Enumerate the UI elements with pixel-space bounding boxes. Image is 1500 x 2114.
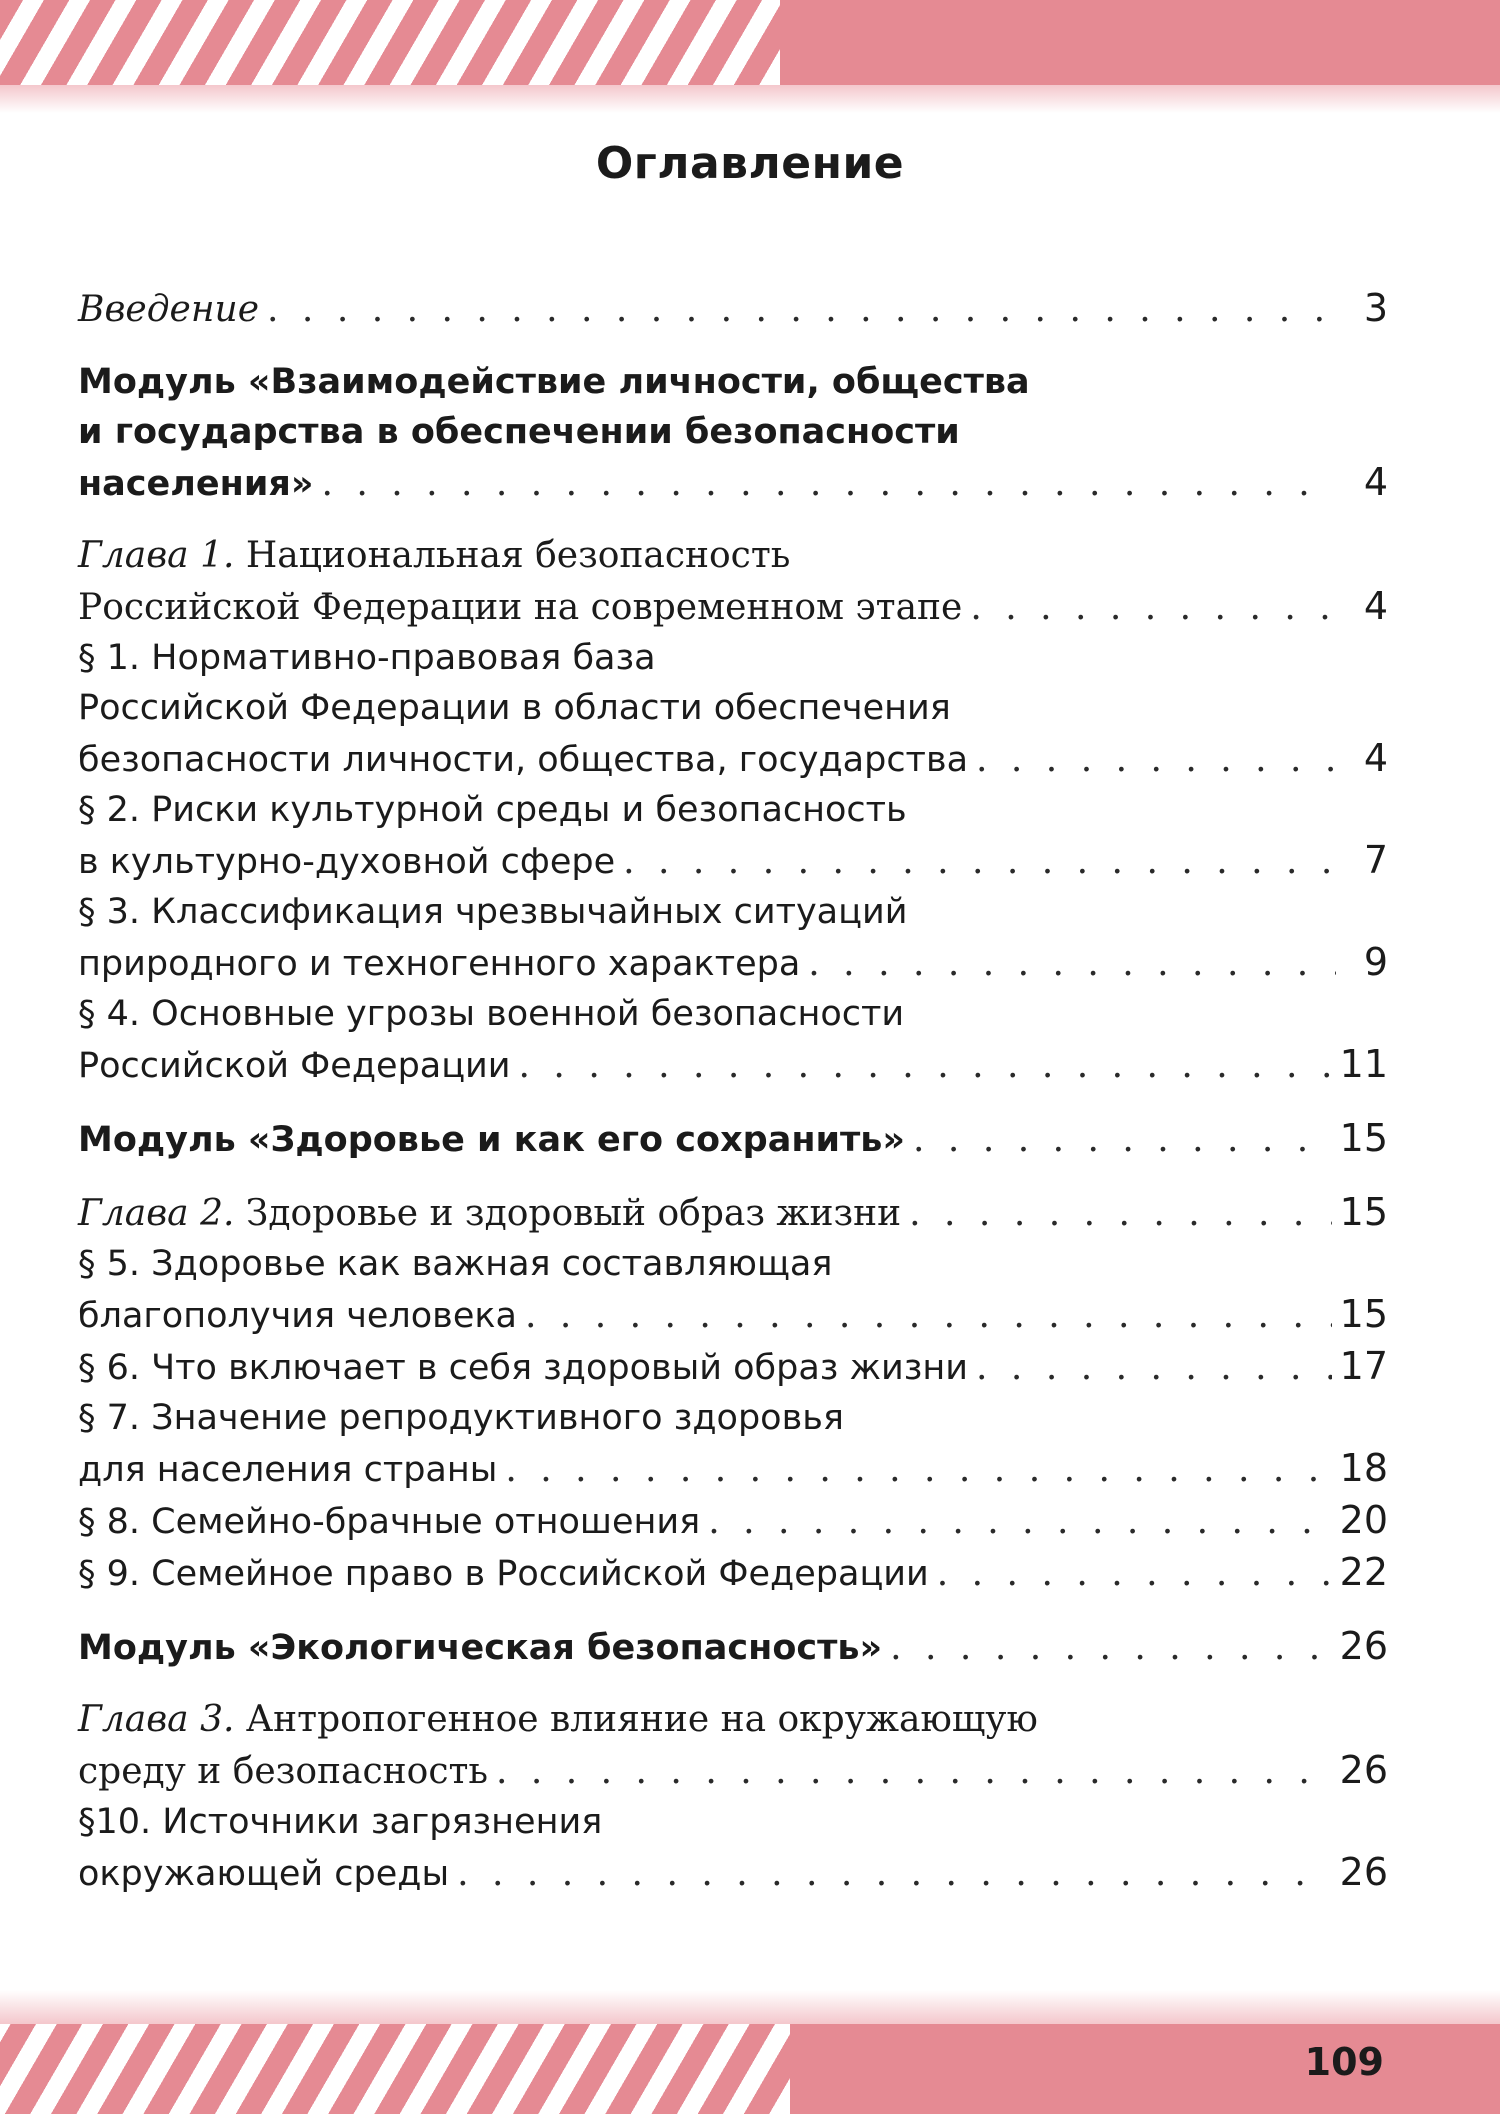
toc-entry-text: природного и техногенного характера (78, 944, 801, 984)
toc-page-number: 4 (1363, 584, 1388, 628)
entry-gap (78, 1673, 1388, 1695)
toc-entry-text: Российской Федерации на современном этапе (78, 587, 963, 628)
entry-gap (78, 1165, 1388, 1187)
leader-dots (808, 939, 1336, 989)
chapter-label: Глава 3. (78, 1699, 235, 1740)
bottom-band-decoration (790, 2024, 1500, 2114)
toc-entry-text: Антропогенное влияние на окружающую (245, 1699, 1038, 1740)
leader-dots (913, 1115, 1332, 1165)
leader-dots (623, 837, 1336, 887)
toc-page-number: 3 (1363, 286, 1388, 330)
toc-entry-text: § 9. Семейное право в Российской Федерации (78, 1554, 929, 1594)
toc-entry-text: населения» (78, 464, 314, 504)
toc-entry-text: § 2. Риски культурной среды и безопасность (78, 790, 907, 830)
leader-dots (505, 1445, 1331, 1495)
toc-page-number: 15 (1339, 1116, 1388, 1160)
toc-entry-para[interactable] (78, 1341, 1388, 1393)
toc-entry-chapter[interactable] (78, 1187, 1388, 1239)
page-title: Оглавление (595, 138, 905, 189)
toc-entry-text: § 1. Нормативно-правовая база (78, 638, 656, 678)
toc-entry-text: Российской Федерации в области обеспечения (78, 688, 951, 728)
toc-entry-text: для населения страны (78, 1450, 498, 1490)
toc-entry-text: § 3. Классификация чрезвычайных ситуаций (78, 892, 908, 932)
leader-dots (976, 735, 1336, 785)
leader-dots (496, 1747, 1332, 1797)
toc-page-number: 15 (1339, 1190, 1388, 1234)
entry-gap (78, 335, 1388, 357)
toc-entry-text: Модуль «Взаимодействие личности, общества (78, 362, 1030, 402)
toc-page-number: 9 (1363, 940, 1388, 984)
leader-dots (457, 1849, 1332, 1899)
entry-gap (78, 1599, 1388, 1621)
toc-page-number: 4 (1363, 736, 1388, 780)
entry-gap (78, 509, 1388, 531)
leader-dots (937, 1549, 1332, 1599)
toc-page-number: 4 (1363, 460, 1388, 504)
toc-page-number: 11 (1339, 1042, 1388, 1086)
chapter-label: Глава 1. (78, 535, 235, 576)
entry-gap (78, 1091, 1388, 1113)
toc-entry-text: Российской Федерации (78, 1046, 511, 1086)
top-fade-decoration (0, 85, 1500, 113)
toc-page-number: 22 (1339, 1550, 1388, 1594)
bottom-stripe-decoration (0, 2024, 790, 2114)
toc-entry-text: Национальная безопасность (245, 535, 791, 576)
toc-entry-text: благополучия человека (78, 1296, 517, 1336)
toc-page-number: 17 (1339, 1344, 1388, 1388)
toc-entry-text: безопасности личности, общества, государства (78, 740, 969, 780)
top-band-decoration (780, 0, 1500, 85)
toc-entry-chapter[interactable] (78, 531, 1388, 633)
toc-entry-text: Введение (78, 289, 260, 330)
toc-page-number: 26 (1339, 1748, 1388, 1792)
toc-entry-para[interactable] (78, 633, 1388, 785)
toc-entry-para[interactable] (78, 887, 1388, 989)
leader-dots (970, 583, 1336, 633)
toc-entry-module[interactable] (78, 1621, 1388, 1673)
toc-entry-text: среду и безопасность (78, 1751, 488, 1792)
toc-entry-text: §10. Источники загрязнения (78, 1802, 603, 1842)
toc-page-number: 15 (1339, 1292, 1388, 1336)
bottom-fade-decoration (0, 1990, 1500, 2024)
leader-dots (708, 1497, 1331, 1547)
toc-entry-text: § 6. Что включает в себя здоровый образ жизни (78, 1348, 969, 1388)
toc-entry-text: и государства в обеспечении безопасности (78, 412, 960, 452)
toc-entry-text: Здоровье и здоровый образ жизни (245, 1193, 902, 1234)
toc-entry-text: § 5. Здоровье как важная составляющая (78, 1244, 833, 1284)
leader-dots (519, 1041, 1332, 1091)
toc-entry-text: § 7. Значение репродуктивного здоровья (78, 1398, 844, 1438)
toc-entry-text: § 8. Семейно-брачные отношения (78, 1502, 701, 1542)
toc-page-number: 26 (1339, 1850, 1388, 1894)
toc-entry-text: в культурно-духовной сфере (78, 842, 616, 882)
leader-dots (976, 1343, 1332, 1393)
toc-entry-text: Модуль «Здоровье и как его сохранить» (78, 1120, 906, 1160)
toc-entry-chapter[interactable] (78, 1695, 1388, 1797)
toc-entry-para[interactable] (78, 1495, 1388, 1547)
leader-dots (890, 1623, 1331, 1673)
page-number: 109 (1304, 2040, 1384, 2084)
toc-entry-para[interactable] (78, 1797, 1388, 1899)
toc-entry-text: окружающей среды (78, 1854, 450, 1894)
toc-entry-module[interactable] (78, 357, 1388, 509)
toc-entry-intro[interactable] (78, 283, 1388, 335)
toc-entry-para[interactable] (78, 1547, 1388, 1599)
toc-entry-text: § 4. Основные угрозы военной безопасности (78, 994, 905, 1034)
toc-page-number: 26 (1339, 1624, 1388, 1668)
toc-entry-para[interactable] (78, 1239, 1388, 1341)
toc-entry-module[interactable] (78, 1113, 1388, 1165)
toc-entry-para[interactable] (78, 785, 1388, 887)
toc-page-number: 18 (1339, 1446, 1388, 1490)
toc-entry-para[interactable] (78, 1393, 1388, 1495)
toc-entry-para[interactable] (78, 989, 1388, 1091)
toc-page-number: 7 (1363, 838, 1388, 882)
top-stripe-decoration (0, 0, 780, 85)
leader-dots (525, 1291, 1332, 1341)
toc-entry-text: Модуль «Экологическая безопасность» (78, 1628, 883, 1668)
leader-dots (909, 1189, 1331, 1239)
leader-dots (267, 285, 1336, 335)
chapter-label: Глава 2. (78, 1193, 235, 1234)
toc-page-number: 20 (1339, 1498, 1388, 1542)
table-of-contents (78, 283, 1388, 1899)
leader-dots (321, 459, 1336, 509)
